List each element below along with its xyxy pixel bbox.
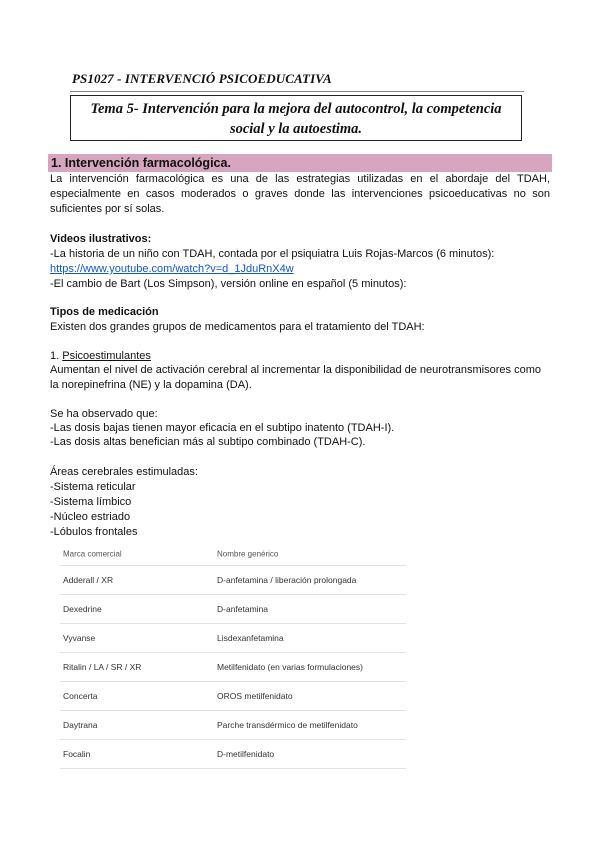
group1-label: Psicoestimulantes — [62, 350, 151, 362]
intro-paragraph: La intervención farmacológica es una de las estrategias utilizadas en el abordaje del TDAH, especialmente en casos moderados o graves donde las intervenciones psicoeducativas no son suficientes por sí solas. — [50, 173, 550, 215]
video-item-1: -La historia de un niño con TDAH, contada por el psiquiatra Luis Rojas-Marcos (6 minutos): — [50, 248, 495, 260]
table-cell-generic: D-anfetamina — [217, 604, 269, 614]
table-row — [60, 740, 406, 769]
table-row — [60, 653, 406, 682]
table-cell-generic: Lisdexanfetamina — [217, 633, 284, 643]
table-row — [60, 624, 406, 653]
section-heading-pharmacological: 1. Intervención farmacológica. — [48, 154, 552, 172]
table-header-generic: Nombre genérico — [217, 549, 279, 559]
video-item-2: -El cambio de Bart (Los Simpson), versión online en español (5 minutos): — [50, 278, 407, 290]
table-cell-brand: Concerta — [63, 691, 98, 701]
table-cell-generic: Metilfenidato (en varias formulaciones) — [217, 662, 363, 672]
table-row — [60, 595, 406, 624]
table-cell-brand: Ritalin / LA / SR / XR — [63, 662, 142, 672]
table-row — [60, 682, 406, 711]
group1-title — [50, 349, 550, 364]
table-header-row — [60, 543, 406, 566]
header-divider — [70, 91, 524, 92]
table-row — [60, 566, 406, 595]
observed-item-2: -Las dosis altas benefician más al subtipo combinado (TDAH-C). — [50, 436, 366, 448]
group1-description: Aumentan el nivel de activación cerebral al incrementar la disponibilidad de neurotransmisores como la norepinefrina (NE) y la dopamina (DA). — [50, 364, 541, 391]
areas-heading: Áreas cerebrales estimuladas: — [50, 466, 198, 478]
observed-item-1: -Las dosis bajas tienen mayor eficacia en el subtipo inatento (TDAH-I). — [50, 422, 395, 434]
observed-intro: Se ha observado que: — [50, 408, 158, 420]
video-link-1[interactable]: https://www.youtube.com/watch?v=d_1JduRnX4w — [50, 263, 294, 275]
table-cell-brand: Focalin — [63, 749, 91, 759]
videos-heading: Videos ilustrativos: — [50, 233, 152, 245]
medication-intro: Existen dos grandes grupos de medicamentos para el tratamiento del TDAH: — [50, 321, 425, 333]
area-item: -Núcleo estriado — [50, 511, 131, 523]
area-item: -Lóbulos frontales — [50, 526, 138, 538]
table-cell-brand: Daytrana — [63, 720, 98, 730]
table-cell-generic: Parche transdérmico de metilfenidato — [217, 720, 358, 730]
table-cell-generic: OROS metilfenidato — [217, 691, 293, 701]
table-cell-brand: Vyvanse — [63, 633, 96, 643]
medication-heading: Tipos de medicación — [50, 306, 159, 318]
table-header-brand: Marca comercial — [63, 549, 122, 559]
table-cell-generic: D-metilfenidato — [217, 749, 275, 759]
group1-number: 1. — [50, 350, 63, 362]
area-item: -Sistema reticular — [50, 481, 136, 493]
table-cell-brand: Dexedrine — [63, 604, 102, 614]
table-cell-brand: Adderall / XR — [63, 575, 114, 585]
table-row — [60, 711, 406, 740]
medication-table — [60, 543, 406, 769]
table-cell-generic: D-anfetamina / liberación prolongada — [217, 575, 357, 585]
area-item: -Sistema límbico — [50, 496, 132, 508]
topic-title: Tema 5- Intervención para la mejora del autocontrol, la competencia social y la autoestima. — [70, 95, 522, 141]
course-header: PS1027 - INTERVENCIÓ PSICOEDUCATIVA — [72, 71, 332, 86]
